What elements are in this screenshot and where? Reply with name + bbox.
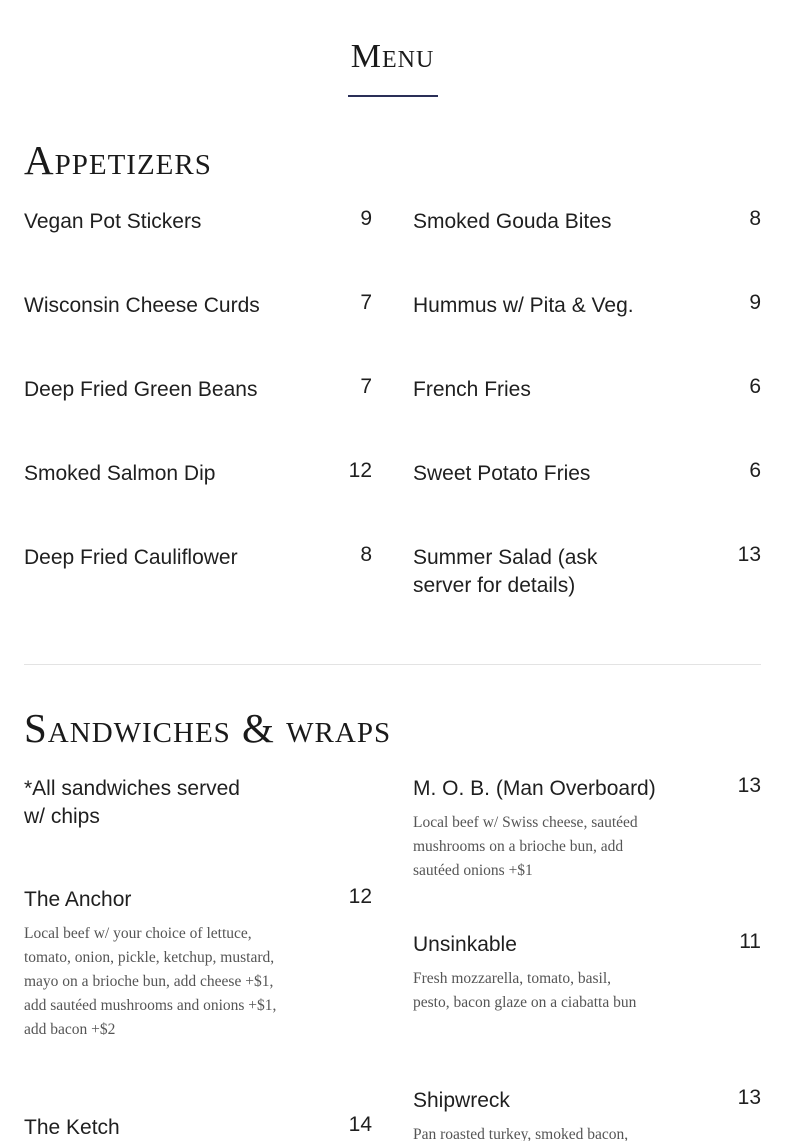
- menu-item: [24, 886, 372, 1042]
- menu-item: [413, 208, 761, 236]
- section-title-appetizers: Appetizers: [24, 137, 212, 183]
- item-price: 11: [739, 930, 761, 953]
- item-price: 13: [737, 1086, 761, 1109]
- item-note: *All sandwiches served w/ chips: [24, 777, 240, 828]
- menu-item: [413, 931, 761, 1015]
- item-description: Pan roasted turkey, smoked bacon,: [413, 1126, 629, 1141]
- item-name: French Fries: [413, 378, 531, 401]
- item-price: 8: [360, 543, 372, 566]
- item-description: Local beef w/ your choice of lettuce, tomato, onion, pickle, ketchup, mustard, mayo on a brioche bun, add cheese +$1, add sautéed mushrooms and onions +$1, add bacon +$2: [24, 925, 277, 1038]
- item-description: Fresh mozzarella, tomato, basil, pesto, bacon glaze on a ciabatta bun: [413, 970, 637, 1011]
- item-name: Summer Salad (ask server for details): [413, 546, 598, 597]
- menu-item: [24, 1114, 372, 1141]
- menu-item: [413, 292, 761, 320]
- menu-item: [413, 775, 761, 883]
- menu-item: [413, 460, 761, 488]
- item-price: 9: [360, 207, 372, 230]
- item-name: The Ketch: [24, 1116, 120, 1139]
- menu-item: [24, 292, 372, 320]
- section-title-sandwiches: Sandwiches & wraps: [24, 705, 392, 751]
- title-underline: [348, 95, 438, 97]
- item-name: Sweet Potato Fries: [413, 462, 591, 485]
- menu-item: [413, 544, 761, 600]
- menu-item: [413, 1087, 761, 1141]
- item-name: M. O. B. (Man Overboard): [413, 777, 656, 800]
- item-name: The Anchor: [24, 888, 132, 911]
- item-name: Shipwreck: [413, 1089, 510, 1112]
- item-price: 7: [360, 375, 372, 398]
- item-price: 8: [749, 207, 761, 230]
- item-name: Wisconsin Cheese Curds: [24, 294, 260, 317]
- item-price: 13: [737, 543, 761, 566]
- item-price: 6: [749, 375, 761, 398]
- item-price: 13: [737, 774, 761, 797]
- page-title: Menu: [350, 38, 435, 75]
- item-name: Deep Fried Green Beans: [24, 378, 258, 401]
- item-price: 12: [348, 885, 372, 908]
- item-price: 14: [348, 1113, 372, 1136]
- item-name: Hummus w/ Pita & Veg.: [413, 294, 634, 317]
- item-name: Smoked Gouda Bites: [413, 210, 612, 233]
- menu-item: [24, 376, 372, 404]
- menu-item: [24, 208, 372, 236]
- section-note: [24, 775, 372, 831]
- item-name: Vegan Pot Stickers: [24, 210, 202, 233]
- item-name: Smoked Salmon Dip: [24, 462, 216, 485]
- item-price: 6: [749, 459, 761, 482]
- item-price: 7: [360, 291, 372, 314]
- item-name: Deep Fried Cauliflower: [24, 546, 238, 569]
- menu-item: [24, 460, 372, 488]
- menu-item: [24, 544, 372, 572]
- item-name: Unsinkable: [413, 933, 517, 956]
- item-price: 12: [348, 459, 372, 482]
- menu-item: [413, 376, 761, 404]
- section-divider: [24, 664, 761, 665]
- item-price: 9: [749, 291, 761, 314]
- item-description: Local beef w/ Swiss cheese, sautéed mushrooms on a brioche bun, add sautéed onions +$1: [413, 814, 638, 879]
